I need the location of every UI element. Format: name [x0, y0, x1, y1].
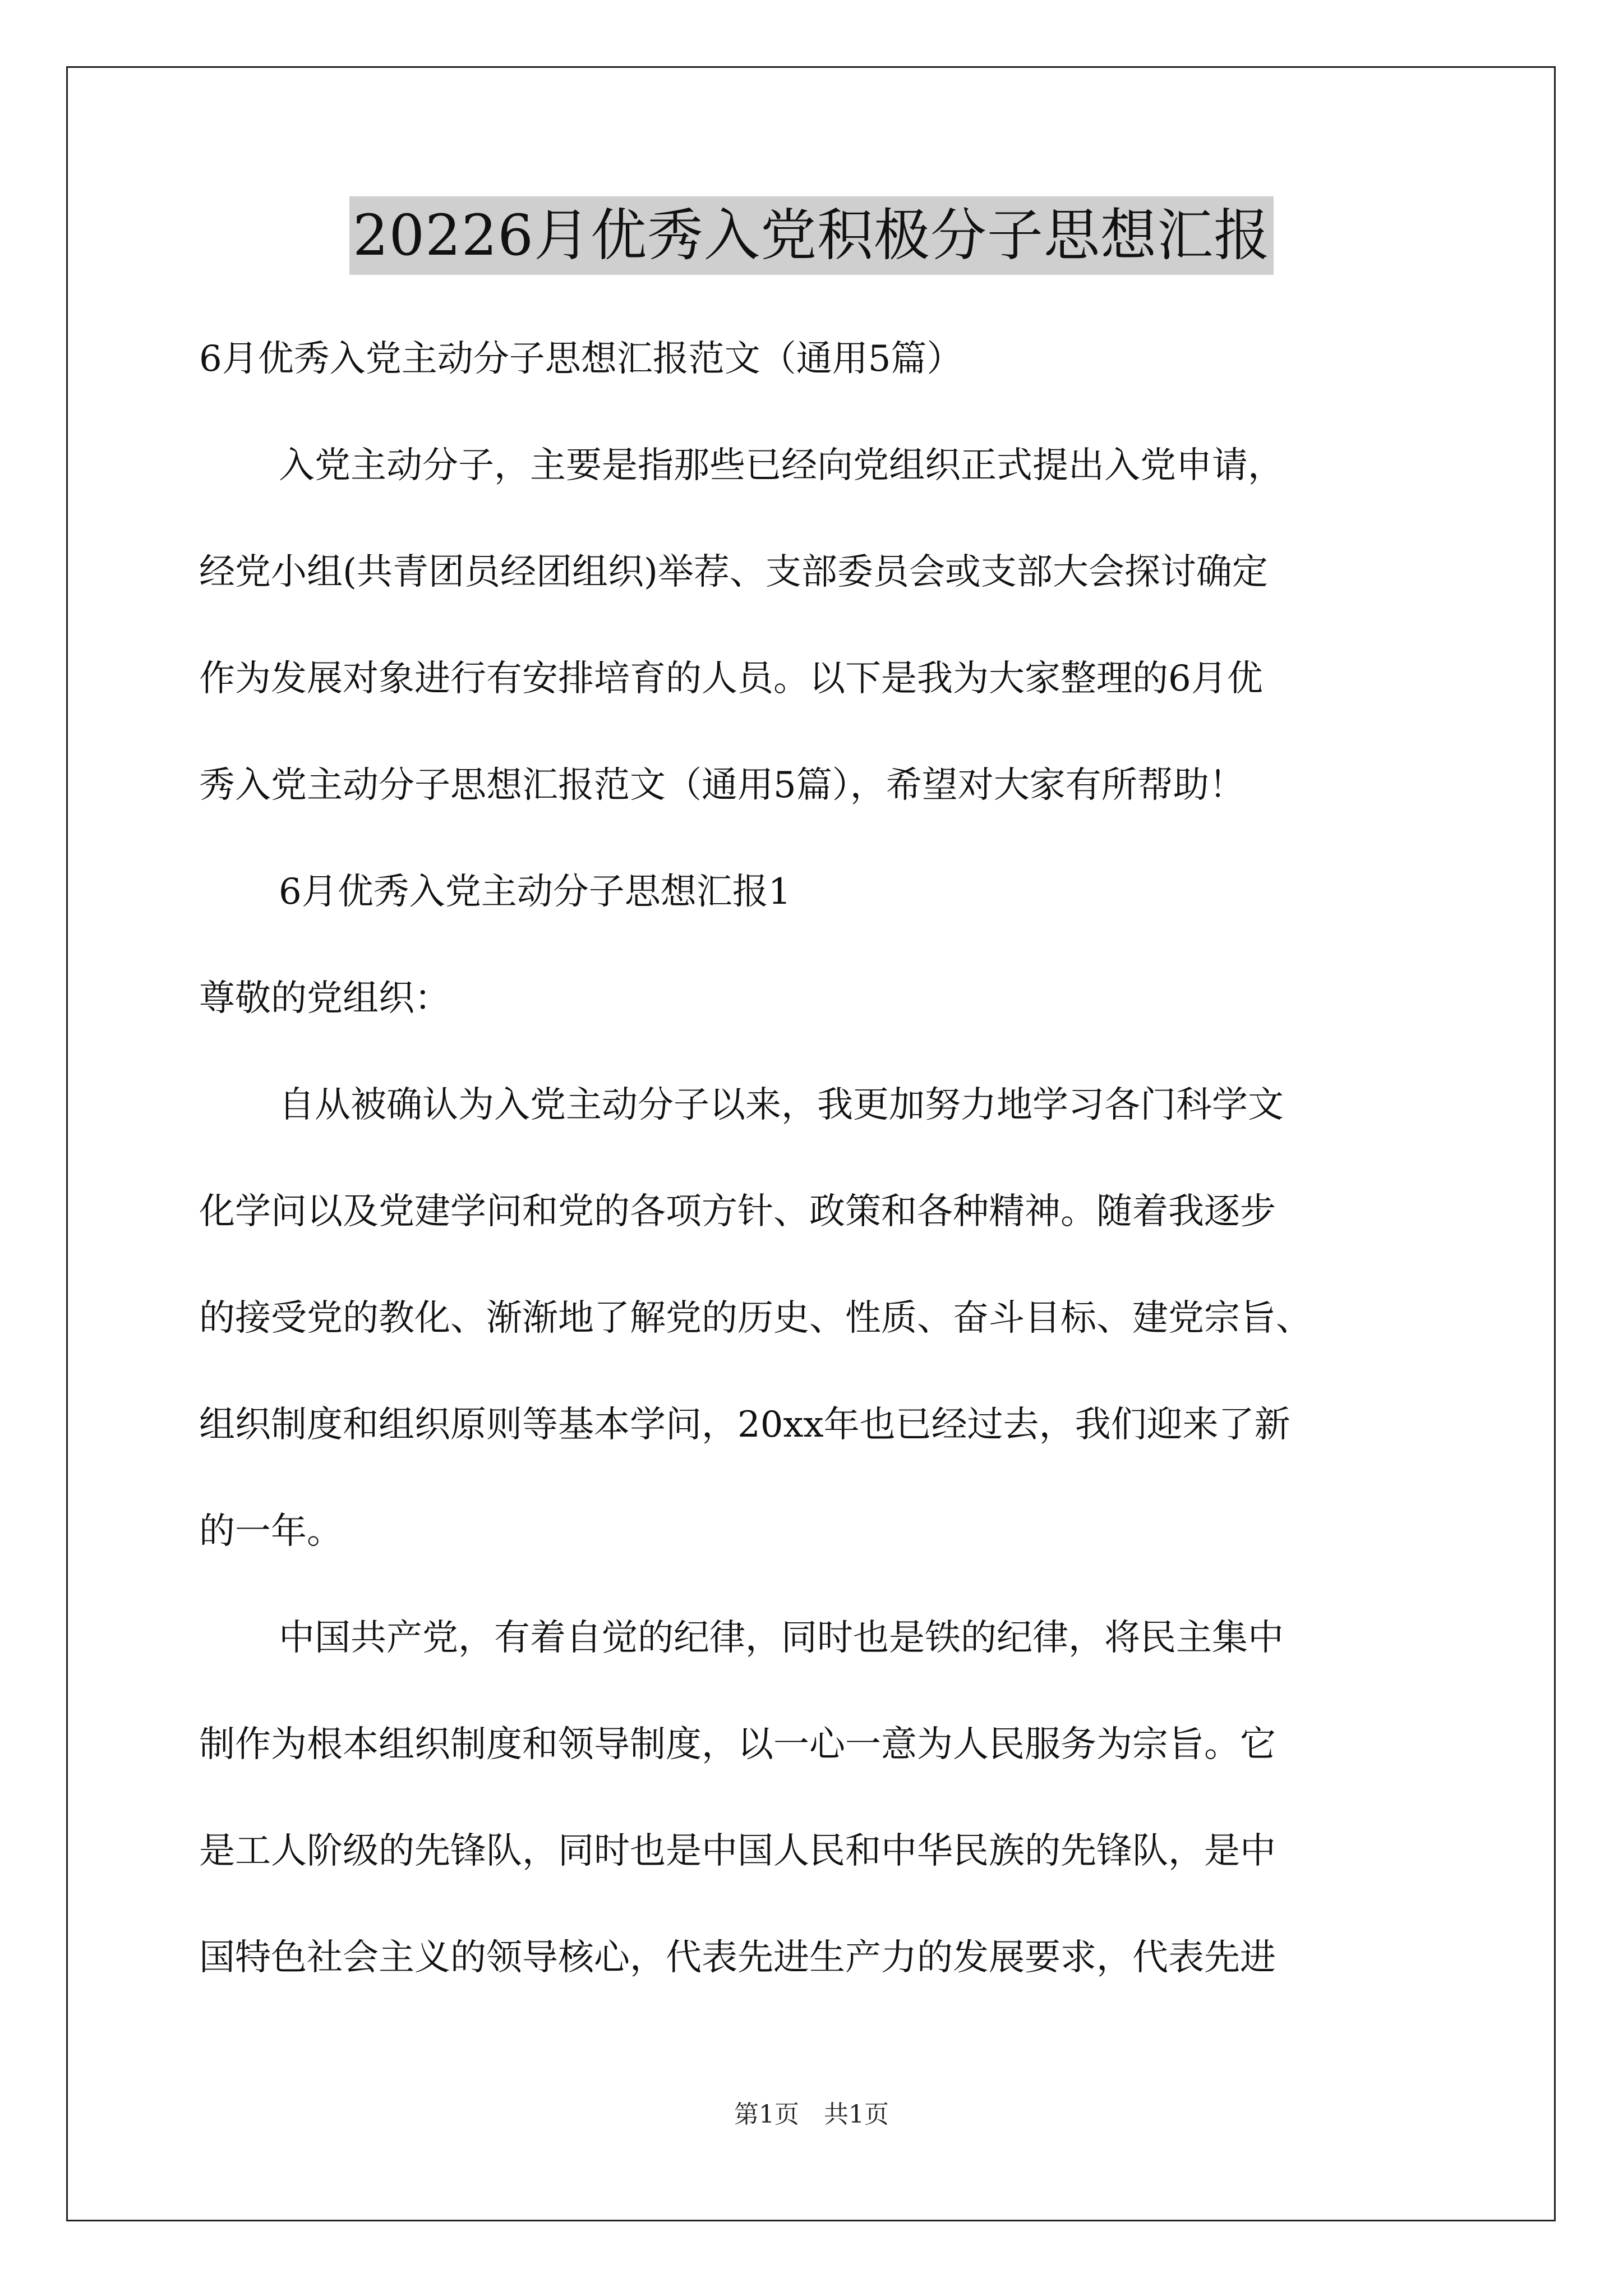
paragraph-line: 国特色社会主义的领导核心，代表先进生产力的发展要求，代表先进 — [199, 1937, 1276, 1978]
paragraph-line: 秀入党主动分子思想汇报范文（通用5篇），希望对大家有所帮助！ — [199, 765, 1245, 806]
paragraph-line: 自从被确认为入党主动分子以来，我更加努力地学习各门科学文 — [279, 1084, 1284, 1126]
subtitle-line: 6月优秀入党主动分子思想汇报范文（通用5篇） — [199, 338, 963, 380]
title-container — [0, 196, 1623, 275]
paragraph-line: 是工人阶级的先锋队，同时也是中国人民和中华民族的先锋队，是中 — [199, 1830, 1276, 1872]
document-body — [199, 306, 1461, 2011]
section-heading: 6月优秀入党主动分子思想汇报1 — [279, 871, 791, 913]
paragraph-line: 组织制度和组织原则等基本学问，20xx年也已经过去，我们迎来了新 — [199, 1404, 1290, 1446]
page-footer: 第1页 共1页 — [734, 2100, 889, 2129]
paragraph-line: 经党小组(共青团员经团组织)举荐、支部委员会或支部大会探讨确定 — [199, 551, 1268, 593]
paragraph-line: 的一年。 — [199, 1511, 343, 1552]
paragraph-line: 作为发展对象进行有安排培育的人员。以下是我为大家整理的6月优 — [199, 658, 1263, 700]
paragraph-line: 的接受党的教化、渐渐地了解党的历史、性质、奋斗目标、建党宗旨、 — [199, 1297, 1312, 1339]
salutation-line: 尊敬的党组织： — [199, 978, 450, 1019]
paragraph-line: 制作为根本组织制度和领导制度，以一心一意为人民服务为宗旨。它 — [199, 1724, 1276, 1765]
paragraph-line: 入党主动分子，主要是指那些已经向党组织正式提出入党申请， — [279, 445, 1284, 486]
document-title: 20226月优秀入党积极分子思想汇报 — [349, 196, 1274, 275]
paragraph-line: 化学问以及党建学问和党的各项方针、政策和各种精神。随着我逐步 — [199, 1191, 1276, 1232]
paragraph-line: 中国共产党，有着自觉的纪律，同时也是铁的纪律，将民主集中 — [279, 1617, 1284, 1659]
